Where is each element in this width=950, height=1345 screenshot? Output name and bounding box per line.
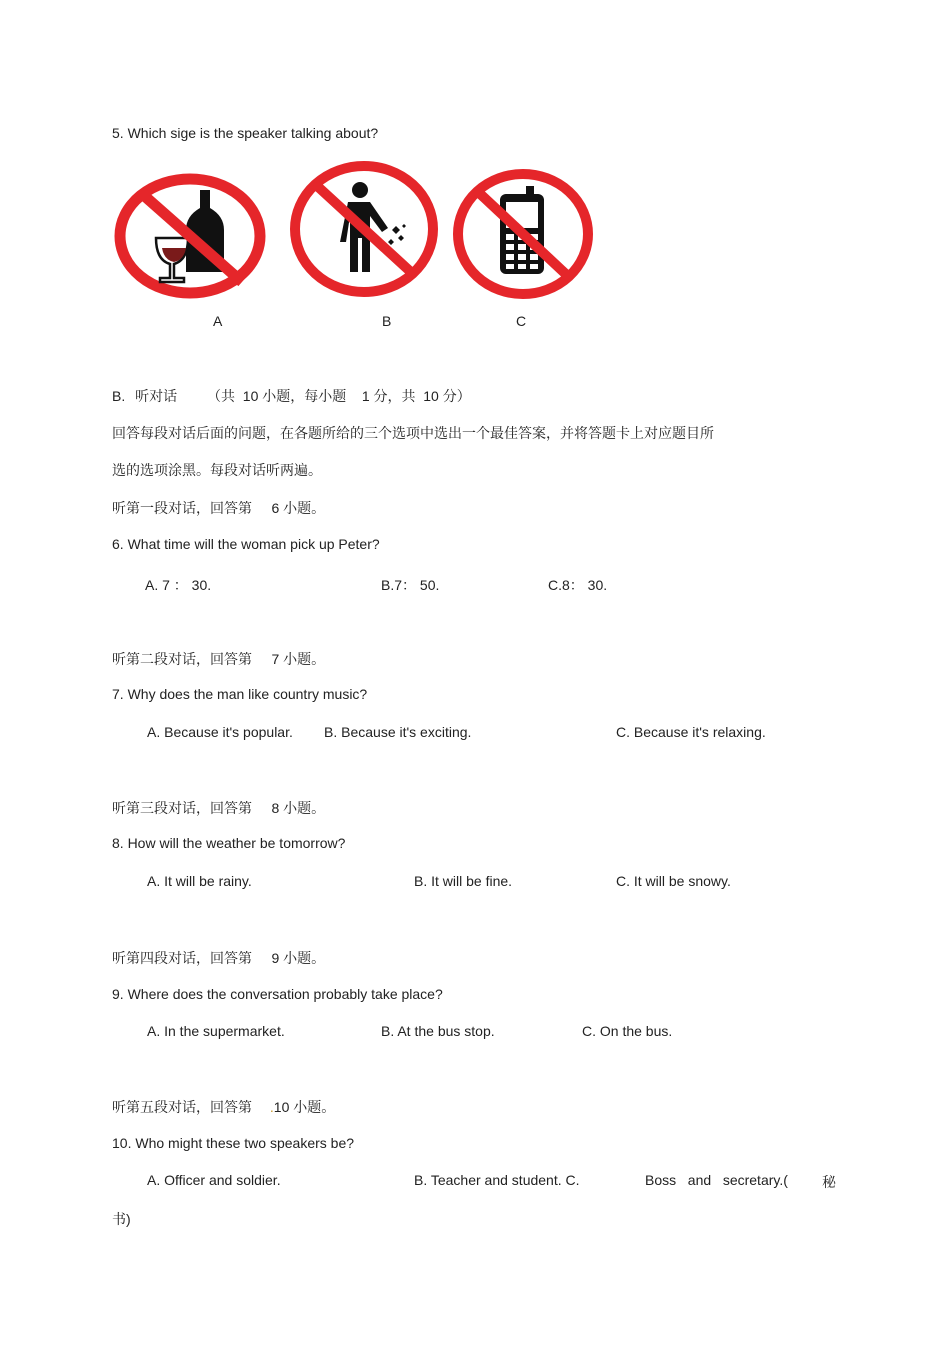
q10-option-c-continuation: 书) (112, 1211, 131, 1227)
section-b-prefix: B. (112, 388, 126, 404)
no-mobile-phone-icon (452, 168, 594, 300)
question-5: 5. Which sige is the speaker talking about? (112, 125, 379, 141)
question-6: 6. What time will the woman pick up Peter? (112, 536, 380, 552)
section-b-heading (112, 386, 471, 406)
sign-label-c: C (516, 313, 527, 329)
dialog-2-intro: 听第二段对话，回答第 7 小题。 (112, 651, 326, 667)
q10-option-a: A. Officer and soldier. (147, 1172, 281, 1188)
q6-option-c: C.8： 30. (548, 577, 608, 593)
question-7: 7. Why does the man like country music? (112, 686, 368, 702)
q6-option-b: B.7： 50. (381, 577, 440, 593)
q8-option-b: B. It will be fine. (414, 873, 513, 889)
section-b-instruction-2: 选的选项涂黑。每段对话听两遍。 (112, 462, 322, 478)
no-littering-icon (288, 160, 440, 300)
dialog-1-intro: 听第一段对话，回答第 6 小题。 (112, 500, 326, 516)
dialog-5-intro-suffix: 10 小题。 (273, 1099, 336, 1115)
q8-option-c: C. It will be snowy. (616, 873, 731, 889)
dialog-5-intro (112, 1097, 335, 1117)
section-b-scoring: （共 10 小题，每小题 1 分，共 10 分） (207, 388, 471, 404)
sign-label-b: B (382, 313, 392, 329)
q7-option-b: B. Because it's exciting. (324, 724, 472, 740)
dialog-5-intro-dot: . (269, 1099, 274, 1115)
q9-option-c: C. On the bus. (582, 1023, 673, 1039)
sign-label-a: A (213, 313, 223, 329)
q10-option-c-wrap: 秘 (822, 1174, 836, 1190)
question-10: 10. Who might these two speakers be? (112, 1135, 355, 1151)
section-b-title: 听对话 (135, 388, 178, 404)
q10-option-b: B. Teacher and student. C. (414, 1172, 580, 1188)
q8-option-a: A. It will be rainy. (147, 873, 252, 889)
q9-option-a: A. In the supermarket. (147, 1023, 285, 1039)
dialog-3-intro: 听第三段对话，回答第 8 小题。 (112, 800, 326, 816)
question-8: 8. How will the weather be tomorrow? (112, 835, 346, 851)
q7-option-a: A. Because it's popular. (147, 724, 293, 740)
dialog-4-intro: 听第四段对话，回答第 9 小题。 (112, 950, 326, 966)
dialog-5-intro-prefix: 听第五段对话，回答第 (112, 1099, 252, 1115)
q6-option-a: A. 7 ： 30. (145, 577, 212, 593)
question-9: 9. Where does the conversation probably take place? (112, 986, 443, 1002)
q9-option-b: B. At the bus stop. (381, 1023, 495, 1039)
q7-option-c: C. Because it's relaxing. (616, 724, 766, 740)
no-drinking-icon (112, 172, 268, 300)
q10-option-c: Boss and secretary.( (645, 1172, 788, 1188)
section-b-instruction-1: 回答每段对话后面的问题，在各题所给的三个选项中选出一个最佳答案，并将答题卡上对应题目所 (112, 425, 714, 441)
